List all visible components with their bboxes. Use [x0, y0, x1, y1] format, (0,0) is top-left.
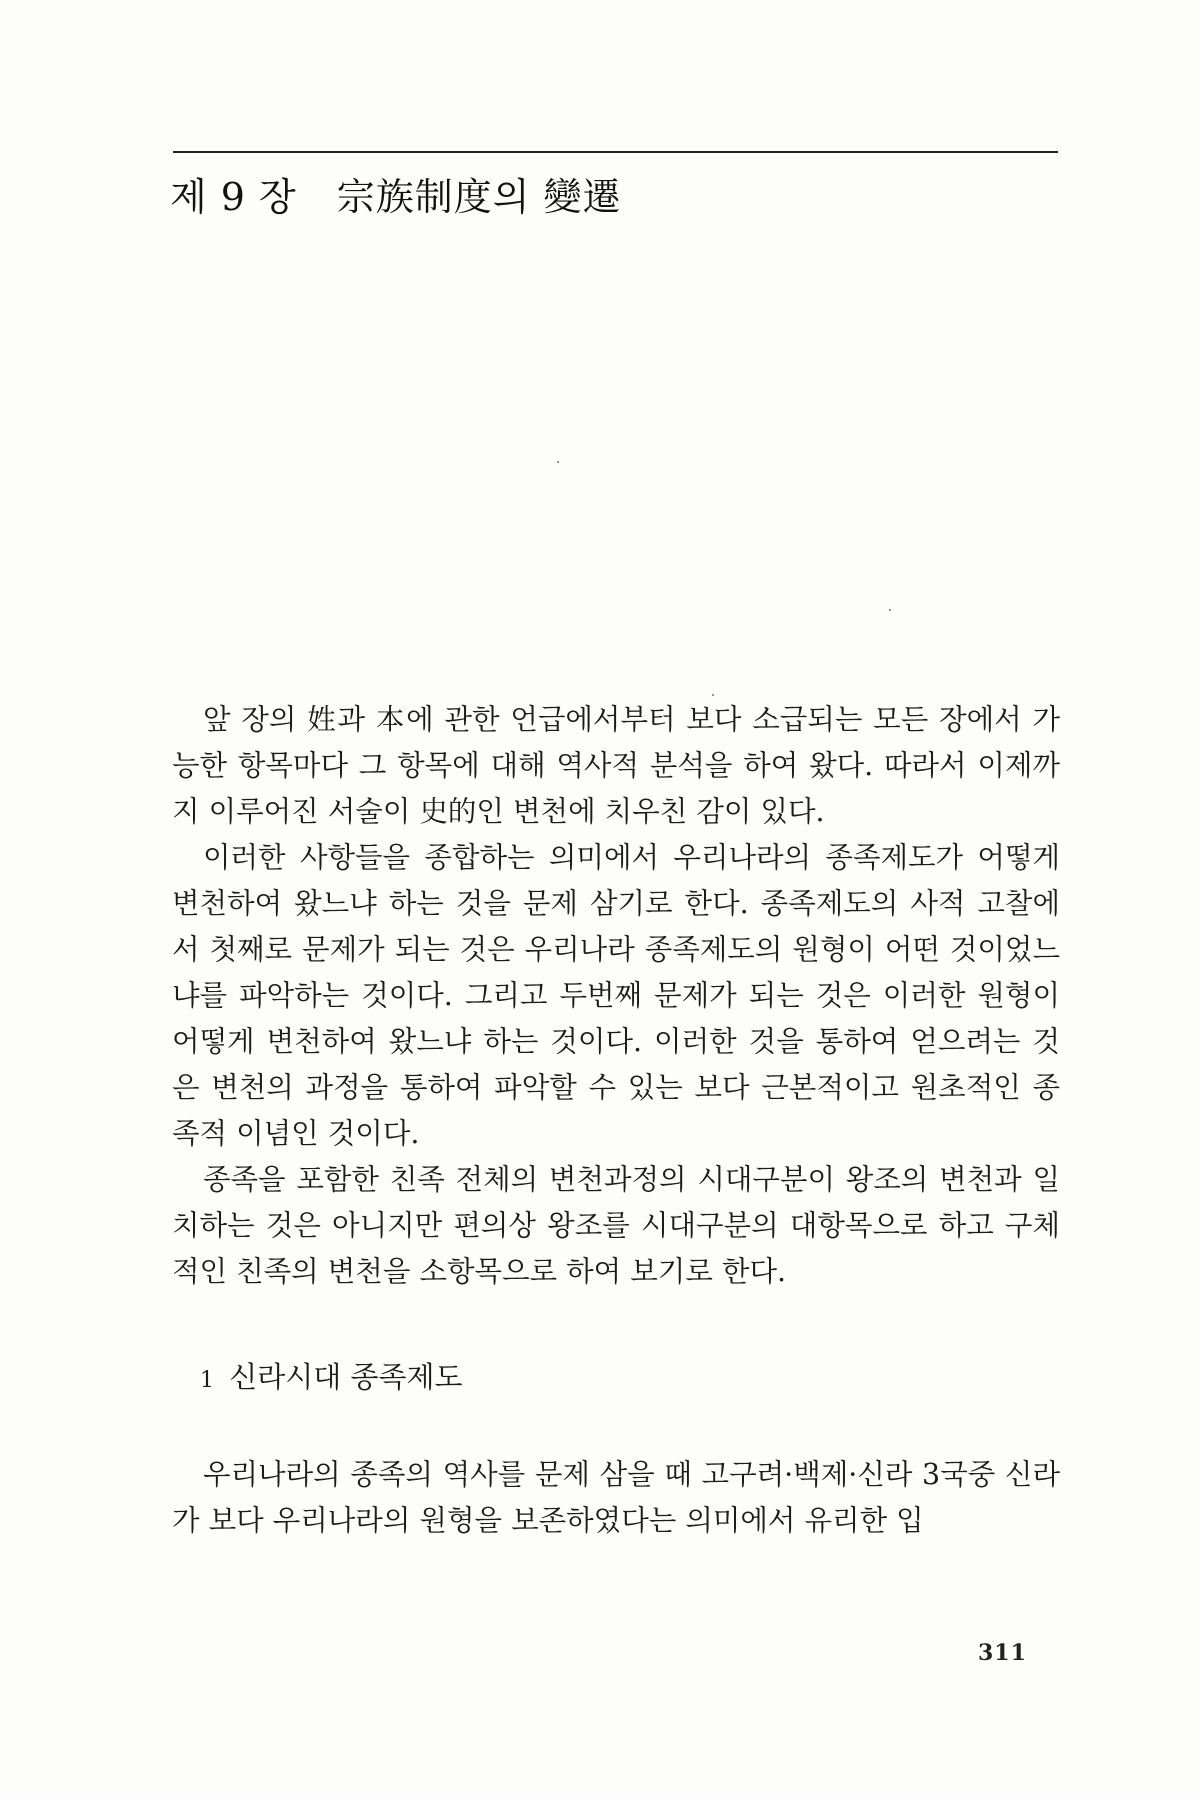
scan-speck	[889, 609, 891, 611]
paragraph: 종족을 포함한 친족 전체의 변천과정의 시대구분이 왕조의 변천과 일치하는 것은 아니지만 편의상 왕조를 시대구분의 대항목으로 하고 구체적인 친족의 변천을 소항목으로 하여 보기로 한다.	[172, 1163, 1060, 1288]
header-rule	[173, 151, 1058, 153]
section-heading	[200, 1355, 463, 1396]
scan-speck	[557, 461, 559, 463]
paragraph: 우리나라의 종족의 역사를 문제 삼을 때 고구려·백제·신라 3국중 신라가 보다 우리나라의 원형을 보존하였다는 의미에서 유리한 입	[172, 1458, 1060, 1537]
paragraph: 앞 장의 姓과 本에 관한 언급에서부터 보다 소급되는 모든 장에서 가능한 항목마다 그 항목에 대해 역사적 분석을 하여 왔다. 따라서 이제까지 이루어진 서술이 史的인 변천에 치우친 감이 있다.	[172, 703, 1060, 828]
scan-speck	[712, 694, 714, 696]
section-title: 신라시대 종족제도	[229, 1360, 463, 1394]
intro-text	[172, 697, 1060, 1295]
section-number: 1	[200, 1368, 214, 1393]
chapter-title: 宗族制度의 變遷	[336, 175, 622, 219]
page-number: 311	[978, 1640, 1027, 1666]
section-text	[172, 1452, 1060, 1544]
chapter-heading	[170, 166, 622, 221]
chapter-number: 제 9 장	[170, 175, 297, 219]
paragraph: 이러한 사항들을 종합하는 의미에서 우리나라의 종족제도가 어떻게 변천하여 왔느냐 하는 것을 문제 삼기로 한다. 종족제도의 사적 고찰에서 첫째로 문제가 되는 것은 우리나라 종족제도의 원형이 어떤 것이었느냐를 파악하는 것이다. 그리고 두번째 문제가 되는 것은 이러한 원형이 어떻게 변천하여 왔느냐 하는 것이다. 이러한 것을 통하여 얻으려는 것은 변천의 과정을 통하여 파악할 수 있는 보다 근본적이고 원초적인 종족적 이념인 것이다.	[172, 841, 1060, 1150]
